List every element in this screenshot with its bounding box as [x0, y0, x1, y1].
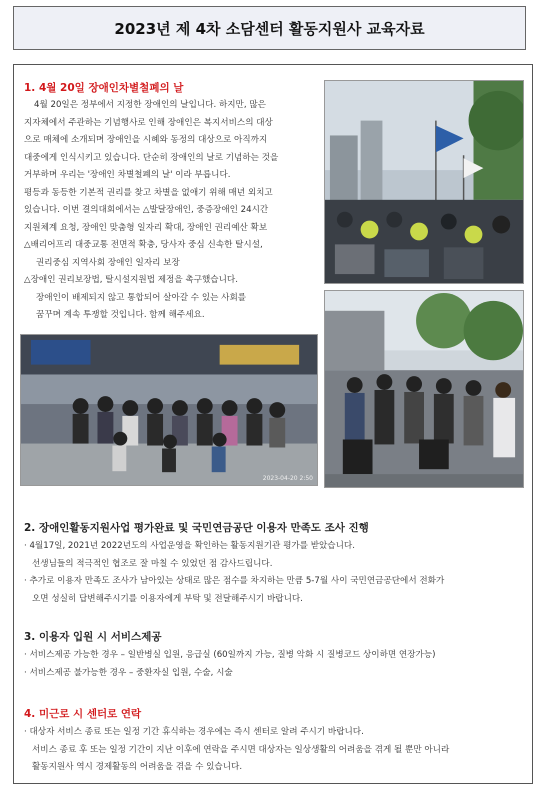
- section1-line: 평등과 동등한 기본적 권리를 찾고 차별을 없애기 위해 매년 외치고: [24, 187, 273, 198]
- section4-line: 서비스 종료 후 또는 일정 기간이 지난 이후에 연락을 주시면 대상자는 일상생활의 어려움을 겪게 될 뿐만 아니라: [32, 744, 450, 755]
- section1-line: 대중에게 인식시키고 있습니다. 단순히 장애인의 날로 기념하는 것을: [24, 152, 279, 163]
- rally-flags-photo: [324, 80, 524, 284]
- section2-line: · 추가로 이용자 만족도 조사가 남아있는 상태로 많은 점수를 차지하는 만큼 5-7월 사이 국민연금공단에서 전화가: [24, 576, 445, 586]
- photo-timestamp: 2023-04-20 2:50: [262, 475, 313, 482]
- section1-body: [24, 97, 319, 325]
- document-title: 2023년 제 4차 소담센터 활동지원사 교육자료: [13, 6, 526, 50]
- section2-heading: 2. 장애인활동지원사업 평가완료 및 국민연금공단 이용자 만족도 조사 진행: [24, 522, 369, 534]
- section1-line: 권리중심 지역사회 장애인 일자리 보장: [36, 257, 180, 268]
- section1-line: 있습니다. 이번 결의대회에서는 △발달장애인, 중증장애인 24시간: [24, 205, 269, 215]
- section4-body: [24, 724, 524, 777]
- section3-line: · 서비스제공 가능한 경우 – 일반병실 입원, 응급실 (60일까지 가능, 질병 악화 시 질병코드 상이하면 연장가능): [24, 650, 436, 660]
- section1-line: 지자체에서 주관하는 기념행사로 인해 장애인은 복지서비스의 대상: [24, 117, 273, 128]
- section3-body: [24, 647, 524, 682]
- section2-line: 선생님들의 적극적인 협조로 잘 마칠 수 있었던 점 감사드립니다.: [32, 558, 273, 569]
- section1-line: 거부하며 우리는 '장애인 차별철폐의 날' 이라 부릅니다.: [24, 170, 231, 180]
- section4-heading: 4. 미근로 시 센터로 연락: [24, 708, 142, 720]
- section4-line: 활동지원사 역시 경제활동의 어려움을 겪을 수 있습니다.: [32, 762, 243, 772]
- march-photo: [324, 290, 524, 488]
- section3-heading: 3. 이용자 입원 시 서비스제공: [24, 631, 162, 643]
- section2-line: 오면 성실히 답변해주시기를 이용자에게 부탁 및 전달해주시기 바랍니다.: [32, 593, 303, 604]
- section4-line: · 대상자 서비스 종료 또는 일정 기간 휴식하는 경우에는 즉시 센터로 알려 주시기 바랍니다.: [24, 727, 364, 737]
- section1-line: 으로 매체에 소개되며 장애인을 시혜와 동정의 대상으로 아직까지: [24, 135, 268, 145]
- section3-line: · 서비스제공 불가능한 경우 – 중환자실 입원, 수술, 시술: [24, 667, 233, 678]
- section1-line: △장애인 권리보장법, 탈시설지원법 제정을 촉구했습니다.: [24, 275, 238, 285]
- section1-line: △배리어프리 대중교통 전면적 확충, 당사자 중심 신속한 탈시설,: [24, 240, 263, 250]
- section1-line: 지원체계 요청, 장애인 맞춤형 일자리 확대, 장애인 권리예산 확보: [24, 222, 268, 233]
- section2-body: [24, 538, 524, 608]
- section2-line: · 4월17일, 2021년 2022년도의 사업운영을 확인하는 활동지원기관 평가를 받았습니다.: [24, 541, 355, 551]
- section1-line: 장애인이 배제되지 않고 통합되어 살아갈 수 있는 사회를: [36, 292, 247, 303]
- section1-line: 4월 20일은 정부에서 지정한 장애인의 날입니다. 하지만, 많은: [34, 100, 266, 110]
- section1-line: 꿈꾸며 계속 투쟁할 것입니다. 함께 해주세요.: [36, 310, 205, 320]
- group-station-photo: [20, 334, 318, 486]
- section1-heading: 1. 4월 20일 장애인차별철폐의 날: [24, 82, 184, 94]
